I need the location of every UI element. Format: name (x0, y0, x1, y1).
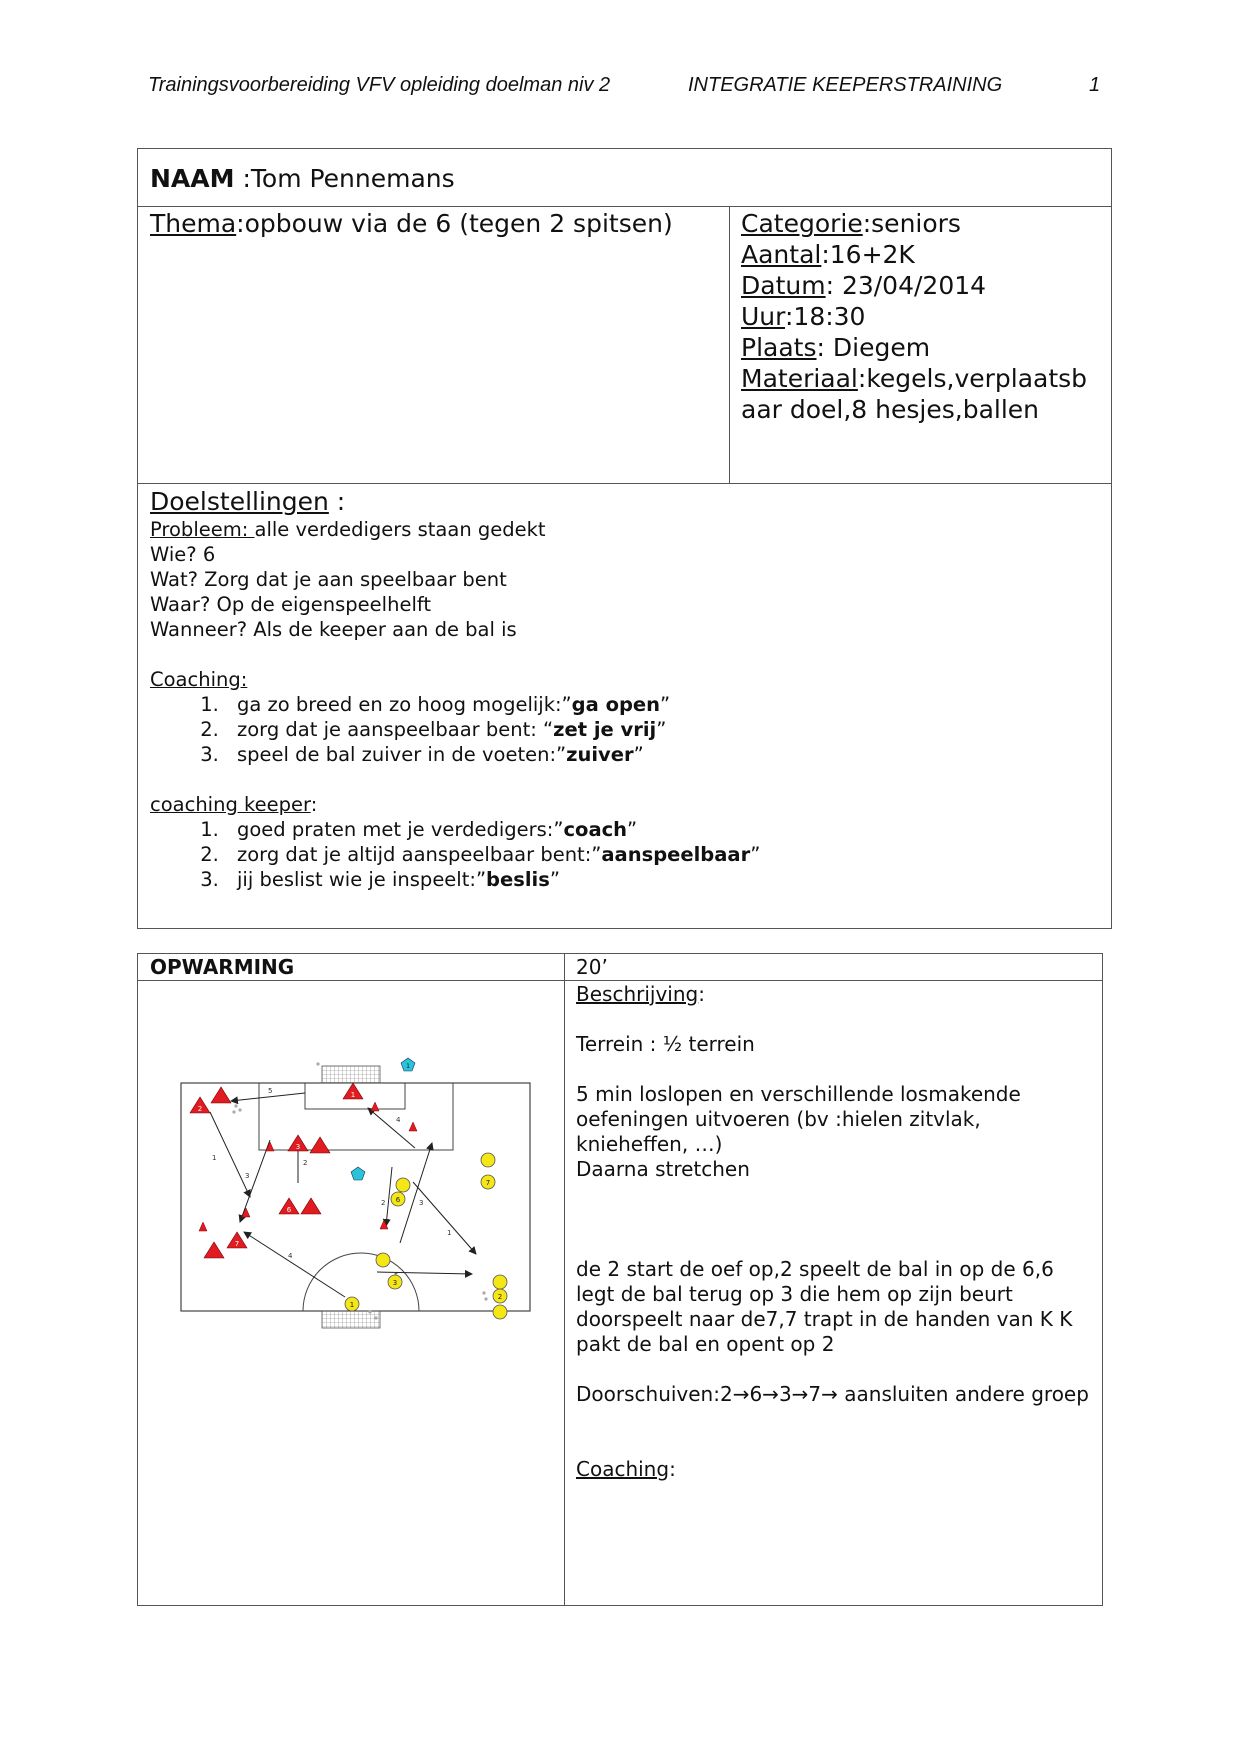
coaching-item: 3. speel de bal zuiver in de voeten:”zuiver” (225, 742, 1100, 767)
svg-text:1: 1 (212, 1154, 217, 1162)
opwarming-description (576, 982, 1091, 1482)
keeper-item: 2. zorg dat je altijd aanspeelbaar bent:”aanspeelbaar” (225, 842, 1100, 867)
plaats-row (741, 332, 1111, 363)
naam-label: NAAM (150, 164, 235, 193)
keeper-item: 3. jij beslist wie je inspeelt:”beslis” (225, 867, 1100, 892)
col-divider (729, 206, 730, 483)
doelstellingen-label: Doelstellingen (150, 487, 329, 516)
thema-row (150, 208, 673, 239)
beschrijving-line (576, 982, 1091, 1007)
thema-label: Thema (150, 209, 237, 238)
datum-label: Datum (741, 271, 826, 300)
opwarming-duration: 20’ (576, 955, 608, 979)
doelstellingen-colon: : (328, 487, 346, 516)
yellow-players (345, 1153, 507, 1319)
waar-line: Waar? Op de eigenspeelhelft (150, 593, 432, 616)
thema-value: :opbouw via de 6 (tegen 2 spitsen) (236, 209, 673, 238)
uur-label: Uur (741, 302, 785, 331)
svg-text:2: 2 (497, 1293, 503, 1301)
svg-text:7: 7 (485, 1179, 491, 1187)
coaching-item: 1. ga zo breed en zo hoog mogelijk:”ga open” (225, 692, 1100, 717)
svg-text:6: 6 (395, 1196, 401, 1204)
beschrijving-colon: : (698, 982, 705, 1006)
svg-text:1: 1 (349, 1301, 355, 1309)
paragraph-rotation: Doorschuiven:2→6→3→7→ aansluiten andere groep (576, 1382, 1089, 1406)
opwarming-title: OPWARMING (150, 955, 295, 979)
materiaal-row-2: aar doel,8 hesjes,ballen (741, 395, 1040, 424)
balls (232, 1062, 487, 1319)
svg-text:1: 1 (406, 1063, 410, 1070)
keeper-list (150, 817, 1100, 892)
paragraph-stretch: Daarna stretchen (576, 1157, 750, 1181)
svg-text:4: 4 (396, 1116, 401, 1124)
red-player-labels (198, 1091, 355, 1248)
svg-text:3: 3 (245, 1172, 250, 1180)
categorie-row (741, 208, 1111, 239)
top-goal-net (322, 1066, 380, 1083)
aantal-row (741, 239, 1111, 270)
keeper-colon: : (310, 793, 318, 816)
svg-text:1: 1 (447, 1229, 452, 1237)
uur-row (741, 301, 1111, 332)
probleem-line (150, 517, 1100, 542)
terrein-line: Terrein : ½ terrein (576, 1032, 755, 1056)
doelstellingen-section (150, 486, 1100, 892)
svg-text:2: 2 (303, 1159, 308, 1167)
svg-text:5: 5 (268, 1087, 273, 1095)
materiaal-row (741, 363, 1111, 394)
field-diagram (170, 1050, 540, 1340)
wanneer-line: Wanneer? Als de keeper aan de bal is (150, 618, 517, 641)
categorie-label: Categorie (741, 209, 863, 238)
datum-value: : 23/04/2014 (825, 271, 987, 300)
probleem-value: alle verdedigers staan gedekt (254, 518, 546, 541)
categorie-value: :seniors (862, 209, 961, 238)
coaching-item: 2. zorg dat je aanspeelbaar bent: “zet je vrij” (225, 717, 1100, 742)
svg-text:3: 3 (392, 1279, 398, 1287)
svg-text:2: 2 (381, 1199, 386, 1207)
header-center: INTEGRATIE KEEPERSTRAINING (688, 74, 1003, 96)
paragraph-exercise: de 2 start de oef op,2 speelt de bal in op de 6,6 legt de bal terug op 3 die hem op zijn beurt doorspeelt naar de7,7 trapt in de handen van K K pakt de bal en opent op 2 (576, 1257, 1073, 1356)
bottom-goal-net (322, 1311, 380, 1328)
row-divider-2 (137, 483, 1112, 484)
svg-text:3: 3 (419, 1199, 424, 1207)
svg-text:1: 1 (350, 1091, 356, 1099)
header-left: Trainingsvoorbereiding VFV opleiding doelman niv 2 (148, 74, 611, 96)
datum-row (741, 270, 1111, 301)
arrow-labels (212, 1087, 451, 1280)
svg-text:7: 7 (234, 1240, 240, 1248)
svg-text:3: 3 (295, 1143, 301, 1151)
svg-text:6: 6 (286, 1206, 292, 1214)
wat-line: Wat? Zorg dat je aan speelbaar bent (150, 568, 507, 591)
yellow-player-labels (350, 1179, 502, 1309)
materiaal-label: Materiaal (741, 364, 858, 393)
aantal-label: Aantal (741, 240, 822, 269)
materiaal-value: :kegels,verplaatsb (857, 364, 1088, 393)
doelstellingen-title (150, 486, 1100, 517)
opw-coaching-colon: : (669, 1457, 676, 1481)
row-divider-1 (137, 206, 1112, 207)
wie-line: Wie? 6 (150, 543, 216, 566)
plaats-label: Plaats (741, 333, 817, 362)
keeper-label: coaching keeper (150, 793, 311, 816)
beschrijving-label: Beschrijving (576, 982, 699, 1006)
opw-coaching-line (576, 1457, 1091, 1482)
probleem-label: Probleem: (150, 518, 255, 541)
svg-text:2: 2 (197, 1105, 203, 1113)
info-list (741, 208, 1111, 425)
svg-text:4: 4 (288, 1252, 293, 1260)
opw-coaching-label: Coaching (576, 1457, 670, 1481)
uur-value: :18:30 (784, 302, 866, 331)
paragraph-warmup: 5 min loslopen en verschillende losmakende oefeningen uitvoeren (bv :hielen zitvlak, knieheffen, …) (576, 1082, 1021, 1156)
plaats-value: : Diegem (816, 333, 931, 362)
page-number: 1 (1089, 74, 1101, 96)
pitch-outline (181, 1083, 530, 1311)
coaching-list (150, 692, 1100, 767)
naam-value: :Tom Pennemans (242, 164, 455, 193)
keeper-label-line (150, 792, 1100, 817)
opw-col-divider (564, 953, 565, 1606)
keeper-item: 1. goed praten met je verdedigers:”coach” (225, 817, 1100, 842)
naam-row (150, 163, 455, 194)
keeper-labels (406, 1063, 410, 1070)
aantal-value: :16+2K (821, 240, 915, 269)
coaching-label: Coaching: (150, 668, 248, 691)
opw-header-divider (137, 980, 1103, 981)
